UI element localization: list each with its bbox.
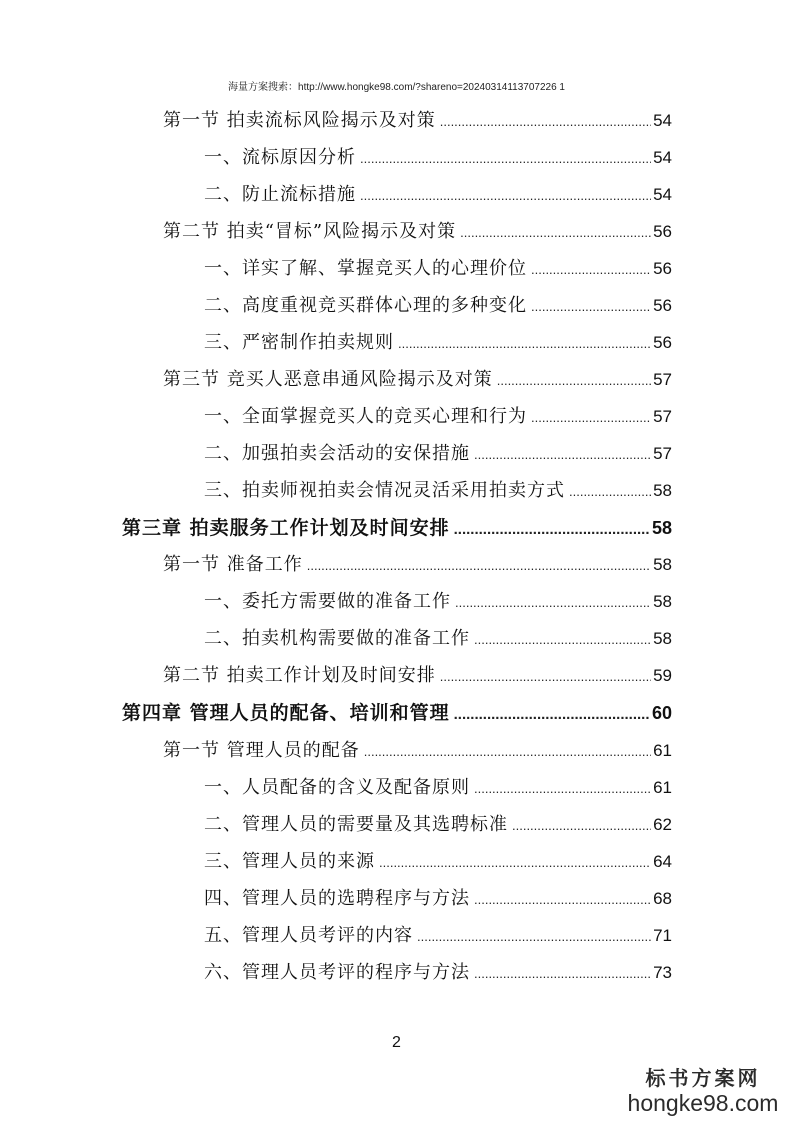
- toc-entry-page: 56: [653, 333, 672, 352]
- toc-entry-page: 58: [653, 481, 672, 500]
- page-number: 2: [392, 1034, 401, 1051]
- toc-entry-title: 第二节 拍卖工作计划及时间安排: [163, 665, 436, 686]
- toc-entry[interactable]: [204, 439, 672, 469]
- toc-entry-page: 58: [651, 518, 672, 538]
- toc-leader-dots: [455, 588, 651, 618]
- toc-entry-title: 第一节 管理人员的配备: [163, 740, 360, 761]
- toc-entry-page: 54: [653, 148, 672, 167]
- toc-entry[interactable]: [163, 661, 672, 691]
- toc-leader-dots: [512, 811, 651, 841]
- toc-entry[interactable]: [204, 402, 672, 432]
- toc-entry-page: 56: [653, 296, 672, 315]
- toc-leader-dots: [398, 329, 651, 359]
- toc-leader-dots: [307, 551, 651, 581]
- toc-entry-title: 二、加强拍卖会活动的安保措施: [204, 443, 470, 464]
- toc-entry-page: 59: [653, 666, 672, 685]
- toc-leader-dots: [474, 440, 651, 470]
- toc-leader-dots: [569, 477, 651, 507]
- toc-leader-dots: [417, 922, 651, 952]
- toc-entry-page: 54: [653, 185, 672, 204]
- toc-entry-chapter[interactable]: [122, 513, 672, 543]
- toc-entry[interactable]: [204, 587, 672, 617]
- toc-entry[interactable]: [163, 217, 672, 247]
- toc-entry-page: 57: [653, 370, 672, 389]
- toc-entry[interactable]: [163, 106, 672, 136]
- toc-leader-dots: [474, 625, 651, 655]
- toc-entry[interactable]: [204, 476, 672, 506]
- toc-entry-page: 56: [653, 222, 672, 241]
- toc-entry-page: 64: [653, 852, 672, 871]
- toc-leader-dots: [460, 218, 651, 248]
- toc-entry-title: 三、严密制作拍卖规则: [204, 332, 394, 353]
- toc-entry[interactable]: [204, 884, 672, 914]
- toc-entry-title: 一、全面掌握竞买人的竞买心理和行为: [204, 406, 527, 427]
- toc-entry[interactable]: [204, 773, 672, 803]
- toc-leader-dots: [454, 515, 650, 545]
- toc-leader-dots: [364, 737, 651, 767]
- toc-leader-dots: [474, 959, 651, 989]
- toc-leader-dots: [531, 255, 651, 285]
- toc-entry-title: 一、人员配备的含义及配备原则: [204, 777, 470, 798]
- toc-entry-title: 第四章 管理人员的配备、培训和管理: [122, 702, 450, 724]
- toc-leader-dots: [440, 662, 651, 692]
- toc-entry[interactable]: [204, 143, 672, 173]
- header-text: 海量方案搜索：http://www.hongke98.com/?shareno=20240314113707226 1: [228, 82, 565, 93]
- toc-entry-page: 62: [653, 815, 672, 834]
- toc-entry[interactable]: [204, 921, 672, 951]
- toc-entry-page: 71: [653, 926, 672, 945]
- toc-entry-title: 第三章 拍卖服务工作计划及时间安排: [122, 517, 450, 539]
- toc-leader-dots: [360, 144, 651, 174]
- toc-entry[interactable]: [204, 810, 672, 840]
- toc-entry-page: 58: [653, 592, 672, 611]
- toc-entry-title: 一、流标原因分析: [204, 147, 356, 168]
- toc-leader-dots: [531, 403, 651, 433]
- toc-entry-page: 61: [653, 778, 672, 797]
- toc-leader-dots: [474, 774, 651, 804]
- toc-entry-page: 57: [653, 444, 672, 463]
- toc-entry[interactable]: [204, 847, 672, 877]
- toc-entry-page: 57: [653, 407, 672, 426]
- toc-entry-page: 58: [653, 555, 672, 574]
- toc-entry[interactable]: [163, 736, 672, 766]
- site-watermark: [623, 1066, 783, 1116]
- toc-entry[interactable]: [204, 180, 672, 210]
- toc-entry-page: 68: [653, 889, 672, 908]
- toc-entry-title: 第二节 拍卖“冒标”风险揭示及对策: [163, 221, 457, 242]
- toc-entry-title: 第一节 拍卖流标风险揭示及对策: [163, 110, 436, 131]
- toc-entry-title: 第一节 准备工作: [163, 554, 303, 575]
- toc-entry-title: 第三节 竞买人恶意串通风险揭示及对策: [163, 369, 493, 390]
- toc-entry-title: 五、管理人员考评的内容: [204, 925, 413, 946]
- toc-entry[interactable]: [163, 365, 672, 395]
- toc-entry[interactable]: [163, 550, 672, 580]
- toc-entry-title: 二、高度重视竞买群体心理的多种变化: [204, 295, 527, 316]
- toc-entry[interactable]: [204, 291, 672, 321]
- toc-entry-title: 一、详实了解、掌握竞买人的心理价位: [204, 258, 527, 279]
- toc-entry-page: 61: [653, 741, 672, 760]
- watermark-url: hongke98.com: [627, 1090, 779, 1116]
- toc-entry-title: 三、拍卖师视拍卖会情况灵活采用拍卖方式: [204, 480, 565, 501]
- toc-entry-page: 58: [653, 629, 672, 648]
- toc-entry-page: 60: [651, 703, 672, 723]
- toc-entry[interactable]: [204, 958, 672, 988]
- toc-entry-title: 一、委托方需要做的准备工作: [204, 591, 451, 612]
- toc-leader-dots: [531, 292, 651, 322]
- toc-entry-title: 三、管理人员的来源: [204, 851, 375, 872]
- toc-entry[interactable]: [204, 328, 672, 358]
- toc-entry-page: 73: [653, 963, 672, 982]
- toc-entry-page: 56: [653, 259, 672, 278]
- toc-leader-dots: [474, 885, 651, 915]
- toc-entry-title: 二、防止流标措施: [204, 184, 356, 205]
- toc-entry-chapter[interactable]: [122, 698, 672, 728]
- toc-leader-dots: [379, 848, 651, 878]
- watermark-logo-text: 标书方案网: [645, 1066, 761, 1090]
- toc-entry-title: 二、拍卖机构需要做的准备工作: [204, 628, 470, 649]
- toc-entry[interactable]: [204, 254, 672, 284]
- toc-leader-dots: [497, 366, 651, 396]
- toc-entry-page: 54: [653, 111, 672, 130]
- toc-leader-dots: [360, 181, 651, 211]
- toc-leader-dots: [440, 107, 651, 137]
- toc-entry-title: 六、管理人员考评的程序与方法: [204, 962, 470, 983]
- page-header: [0, 78, 793, 93]
- toc-entry-title: 四、管理人员的选聘程序与方法: [204, 888, 470, 909]
- toc-entry-title: 二、管理人员的需要量及其选聘标准: [204, 814, 508, 835]
- toc-entry[interactable]: [204, 624, 672, 654]
- toc-leader-dots: [454, 700, 650, 730]
